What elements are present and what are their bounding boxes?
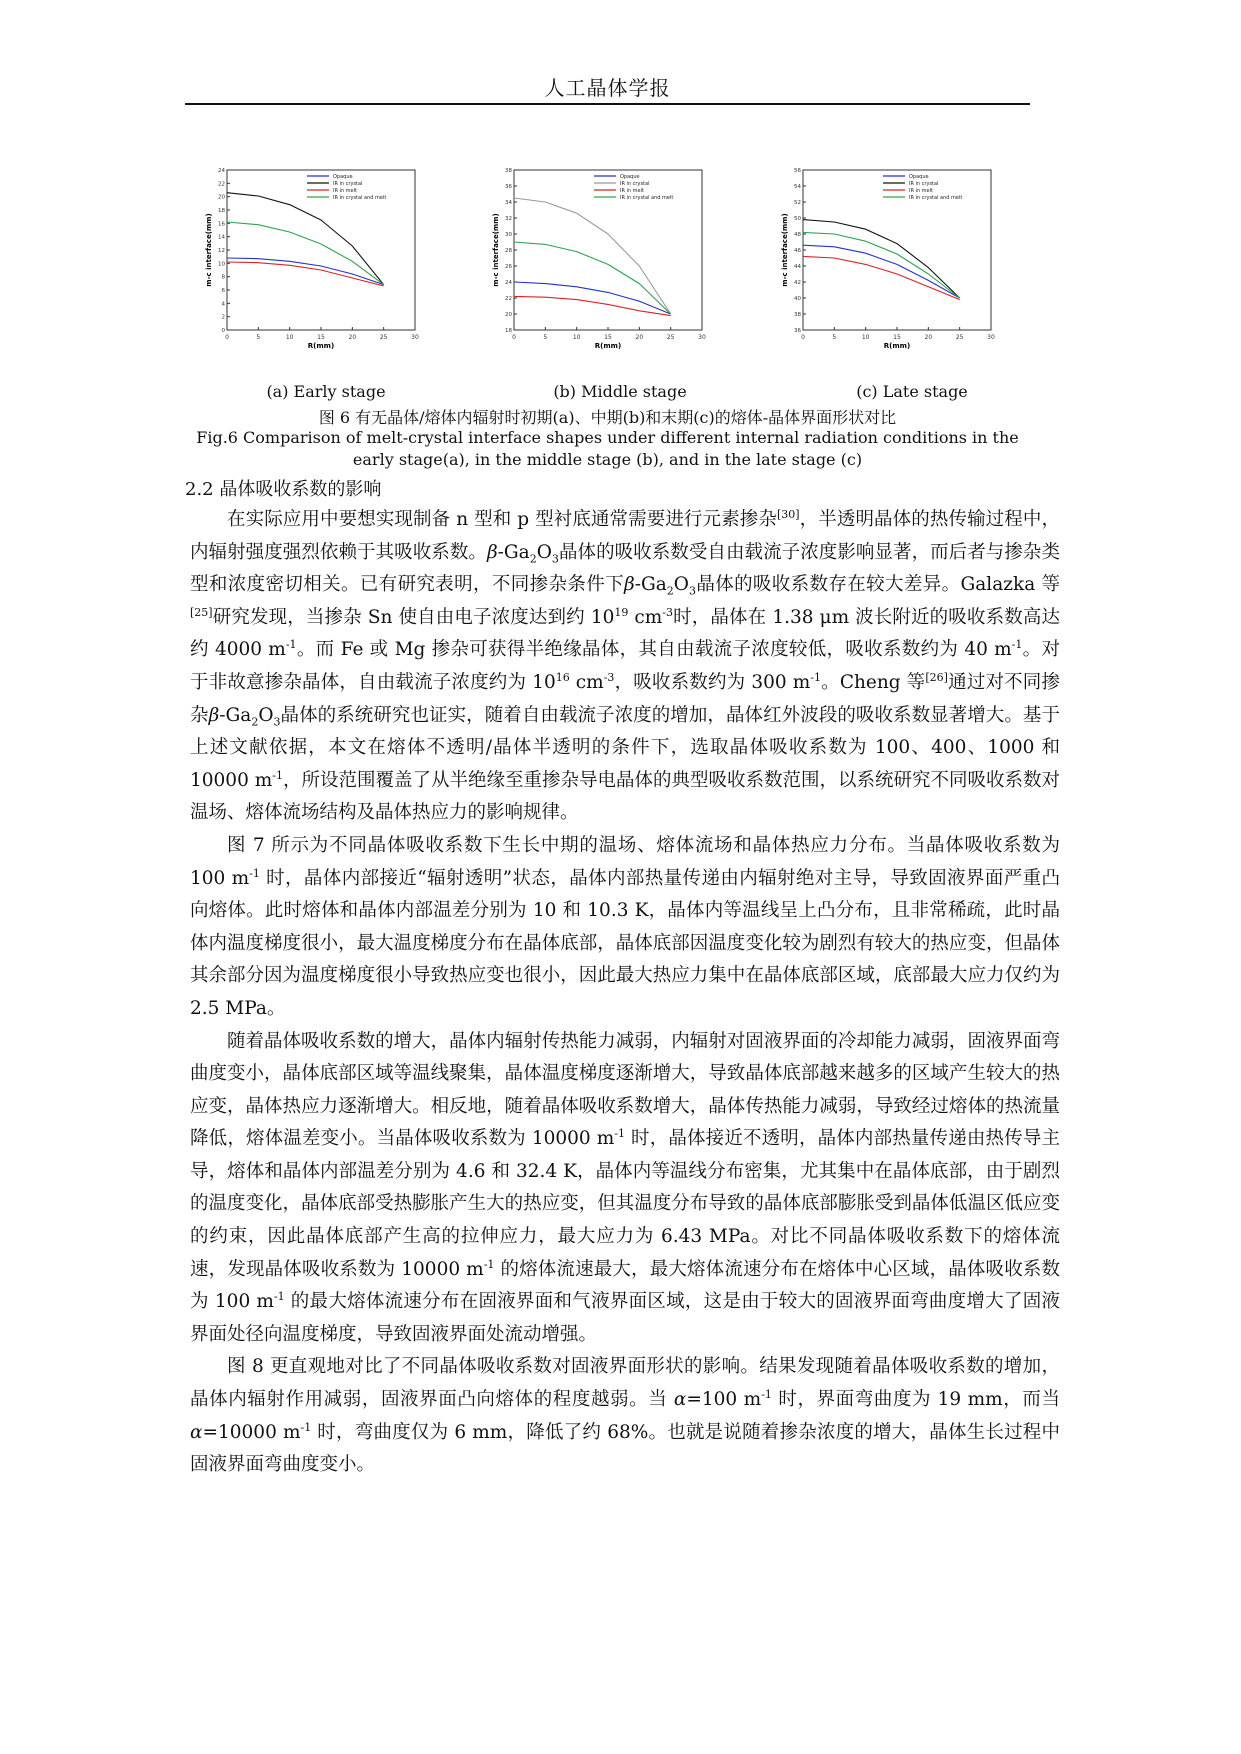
y-tick-label: 56 bbox=[794, 168, 801, 174]
section-heading: 2.2 晶体吸收系数的影响 bbox=[185, 479, 382, 500]
y-tick-label: 22 bbox=[505, 296, 512, 302]
y-tick-label: 54 bbox=[794, 184, 801, 190]
legend-label: Opaque bbox=[909, 174, 929, 180]
x-tick-label: 20 bbox=[635, 334, 644, 341]
y-tick-label: 16 bbox=[218, 221, 225, 228]
x-tick-label: 30 bbox=[987, 334, 995, 341]
paragraph-3: 随着晶体吸收系数的增大，晶体内辐射传热能力减弱，内辐射对固液界面的冷却能力减弱，固液界面弯曲度变小，晶体底部区域等温线聚集，晶体温度梯度逐渐增大，导致晶体底部越来越多的区域产生较大的热应变，晶体热应力逐渐增大。相反地，随着晶体吸收系数增大，晶体传热能力减弱，导致经过熔体的热流量降低，熔体温差变小。当晶体吸收系数为 10000 $m^{-1}$ 时，晶体接近不透明，晶体内部热量传递由热传导主导，熔体和晶体内部温差分别为 4.6 和 32.4 K，晶体内等温线分布密集，尤其集中在晶体底部，由于剧烈的温度变化，晶体底部受热膨胀产生大的热应变，但其温度分布导致的晶体底部膨胀受到晶体低温区低应变的约束，因此晶体底部产生高的拉伸应力，最大应力为 6.43 MPa。对比不同晶体吸收系数下的熔体流速，发现晶体吸收系数为 10000 $m^{-1}$ 的熔体流速最大，最大熔体流速分布在熔体中心区域，晶体吸收系数为 100 $m^{-1}$ 的最大熔体流速分布在固液界面和气液界面区域，这是由于较大的固液界面弯曲度增大了固液界面处径向温度梯度，导致固液界面处流动增强。 bbox=[190, 1030, 1061, 1345]
y-tick-label: 8 bbox=[221, 274, 225, 281]
legend-label: IR in melt bbox=[333, 188, 357, 194]
plot-frame bbox=[514, 170, 702, 330]
y-tick-label: 18 bbox=[218, 208, 225, 214]
y-tick-label: 20 bbox=[218, 194, 225, 201]
x-tick-label: 5 bbox=[256, 334, 261, 341]
y-axis-label: m-c interface(mm) bbox=[492, 213, 500, 287]
x-tick-label: 0 bbox=[225, 334, 229, 341]
legend-label: IR in melt bbox=[909, 188, 933, 194]
y-tick-label: 24 bbox=[505, 280, 512, 286]
legend-label: IR in crystal bbox=[333, 181, 363, 187]
interface-chart bbox=[781, 160, 1001, 370]
y-tick-label: 40 bbox=[794, 296, 801, 302]
x-tick-label: 20 bbox=[348, 334, 357, 341]
y-tick-label: 20 bbox=[505, 312, 512, 318]
y-axis-label: m-c interface(mm) bbox=[781, 213, 789, 287]
legend-label: IR in crystal and melt bbox=[909, 195, 963, 201]
legend-label: Opaque bbox=[620, 174, 640, 180]
x-tick-label: 25 bbox=[379, 334, 388, 341]
interface-chart bbox=[492, 160, 712, 370]
figure-panel-a bbox=[205, 160, 425, 370]
figure-panel-c bbox=[781, 160, 1001, 370]
y-tick-label: 38 bbox=[794, 312, 801, 318]
paragraph-1: 在实际应用中要想实现制备 n 型和 p 型衬底通常需要进行元素掺杂[30]，半透明晶体的热传输过程中，内辐射强度强烈依赖于其吸收系数。$\beta-Ga_2O_3$晶体的吸收系数受自由载流子浓度影响显著，而后者与掺杂类型和浓度密切相关。已有研究表明，不同掺杂条件下$\beta-Ga_2O_3$晶体的吸收系数存在较大差异。Galazka 等[25]研究发现，当掺杂 Sn 使自由电子浓度达到约 $10^{19}$ $cm^{-3}$时，晶体在 1.38 μm 波长附近的吸收系数高达约 4000 $m^{-1}$。而 Fe 或 Mg 掺杂可获得半绝缘晶体，其自由载流子浓度较低，吸收系数约为 40 $m^{-1}$。对于非故意掺杂晶体，自由载流子浓度约为 $10^{16}$ $cm^{-3}$，吸收系数约为 300 $m^{-1}$。Cheng 等[26]通过对不同掺杂$\beta-Ga_2O_3$晶体的系统研究也证实，随着自由载流子浓度的增加，晶体红外波段的吸收系数显著增大。基于上述文献依据，本文在熔体不透明/晶体半透明的条件下，选取晶体吸收系数为 100、400、1000 和 10000 $m^{-1}$，所设范围覆盖了从半绝缘至重掺杂导电晶体的典型吸收系数范围，以系统研究不同吸收系数对温场、熔体流场结构及晶体热应力的影响规律。 bbox=[190, 507, 1061, 824]
x-tick-label: 0 bbox=[801, 334, 805, 341]
y-tick-label: 12 bbox=[218, 248, 225, 254]
x-tick-label: 15 bbox=[317, 334, 325, 341]
y-tick-label: 26 bbox=[505, 264, 512, 270]
y-tick-label: 50 bbox=[794, 216, 801, 222]
journal-header: 人工晶体学报 bbox=[544, 76, 671, 100]
panel-label-b: (b) Middle stage bbox=[553, 382, 687, 401]
panel-label-c: (c) Late stage bbox=[856, 382, 968, 401]
y-tick-label: 6 bbox=[221, 288, 225, 294]
y-tick-label: 38 bbox=[505, 168, 512, 174]
y-tick-label: 52 bbox=[794, 200, 801, 206]
legend-label: IR in crystal bbox=[909, 181, 939, 187]
y-tick-label: 30 bbox=[505, 232, 512, 238]
y-axis-label: m-c interface(mm) bbox=[205, 213, 213, 287]
x-tick-label: 10 bbox=[572, 334, 581, 341]
paragraph-4: 图 8 更直观地对比了不同晶体吸收系数对固液界面形状的影响。结果发现随着晶体吸收系数的增加，晶体内辐射作用减弱，固液界面凸向熔体的程度越弱。当 α=100 $m^{-1}$ 时，界面弯曲度为 19 mm，而当 α=10000 $m^{-1}$ 时，弯曲度仅为 6 mm，降低了约 68%。也就是说随着掺杂浓度的增大，晶体生长过程中固液界面弯曲度变小。 bbox=[190, 1356, 1061, 1476]
x-tick-label: 30 bbox=[411, 334, 419, 341]
legend-label: IR in crystal bbox=[620, 181, 650, 187]
y-tick-label: 32 bbox=[505, 216, 512, 222]
y-tick-label: 22 bbox=[218, 181, 225, 188]
y-tick-label: 46 bbox=[794, 248, 801, 254]
body-text bbox=[190, 504, 1060, 1482]
y-tick-label: 0 bbox=[221, 328, 225, 334]
y-tick-label: 14 bbox=[218, 234, 225, 241]
x-tick-label: 10 bbox=[861, 334, 870, 341]
plot-frame bbox=[803, 170, 991, 330]
y-tick-label: 18 bbox=[505, 328, 512, 334]
legend-label: IR in melt bbox=[620, 188, 644, 194]
y-tick-label: 36 bbox=[794, 328, 801, 334]
y-tick-label: 34 bbox=[505, 200, 512, 206]
y-tick-label: 28 bbox=[505, 248, 512, 254]
header-rule bbox=[185, 103, 1030, 105]
y-tick-label: 48 bbox=[794, 232, 801, 238]
x-tick-label: 0 bbox=[512, 334, 516, 341]
y-tick-label: 42 bbox=[794, 280, 801, 286]
x-tick-label: 15 bbox=[893, 334, 901, 341]
x-axis-label: R(mm) bbox=[883, 342, 911, 350]
panel-label-a: (a) Early stage bbox=[266, 382, 386, 401]
figure-caption-en: Fig.6 Comparison of melt-crystal interface shapes under different internal radiation conditions in the early stage(a), in the middle stage (b), and in the late stage (c) bbox=[196, 428, 1019, 469]
paragraph-2: 图 7 所示为不同晶体吸收系数下生长中期的温场、熔体流场和晶体热应力分布。当晶体吸收系数为 100 $m^{-1}$ 时，晶体内部接近“辐射透明”状态，晶体内部热量传递由内辐射绝对主导，导致固液界面严重凸向熔体。此时熔体和晶体内部温差分别为 10 和 10.3 K，晶体内等温线呈上凸分布，且非常稀疏，此时晶体内温度梯度很小，最大温度梯度分布在晶体底部，晶体底部因温度变化较为剧烈有较大的热应变，但晶体其余部分因为温度梯度很小导致热应变也很小，因此最大热应力集中在晶体底部区域，底部最大应力仅约为 2.5 MPa。 bbox=[190, 834, 1061, 1019]
y-tick-label: 10 bbox=[218, 261, 225, 268]
y-tick-label: 44 bbox=[794, 264, 801, 270]
figure-caption-zh: 图 6 有无晶体/熔体内辐射时初期(a)、中期(b)和末期(c)的熔体-晶体界面形状对比 bbox=[318, 408, 897, 427]
legend-label: Opaque bbox=[333, 174, 353, 180]
y-tick-label: 2 bbox=[221, 314, 225, 321]
figure-panel-b bbox=[492, 160, 712, 370]
y-tick-label: 24 bbox=[218, 168, 225, 174]
x-tick-label: 10 bbox=[285, 334, 294, 341]
legend-label: IR in crystal and melt bbox=[333, 195, 387, 201]
x-tick-label: 15 bbox=[604, 334, 612, 341]
x-tick-label: 25 bbox=[955, 334, 964, 341]
plot-frame bbox=[227, 170, 415, 330]
y-tick-label: 4 bbox=[221, 301, 225, 308]
x-tick-label: 20 bbox=[924, 334, 933, 341]
x-tick-label: 5 bbox=[832, 334, 837, 341]
x-tick-label: 25 bbox=[666, 334, 675, 341]
x-tick-label: 30 bbox=[698, 334, 706, 341]
x-tick-label: 5 bbox=[543, 334, 548, 341]
y-tick-label: 36 bbox=[505, 184, 512, 190]
interface-chart bbox=[205, 160, 425, 370]
x-axis-label: R(mm) bbox=[594, 342, 622, 350]
legend-label: IR in crystal and melt bbox=[620, 195, 674, 201]
x-axis-label: R(mm) bbox=[307, 342, 335, 350]
